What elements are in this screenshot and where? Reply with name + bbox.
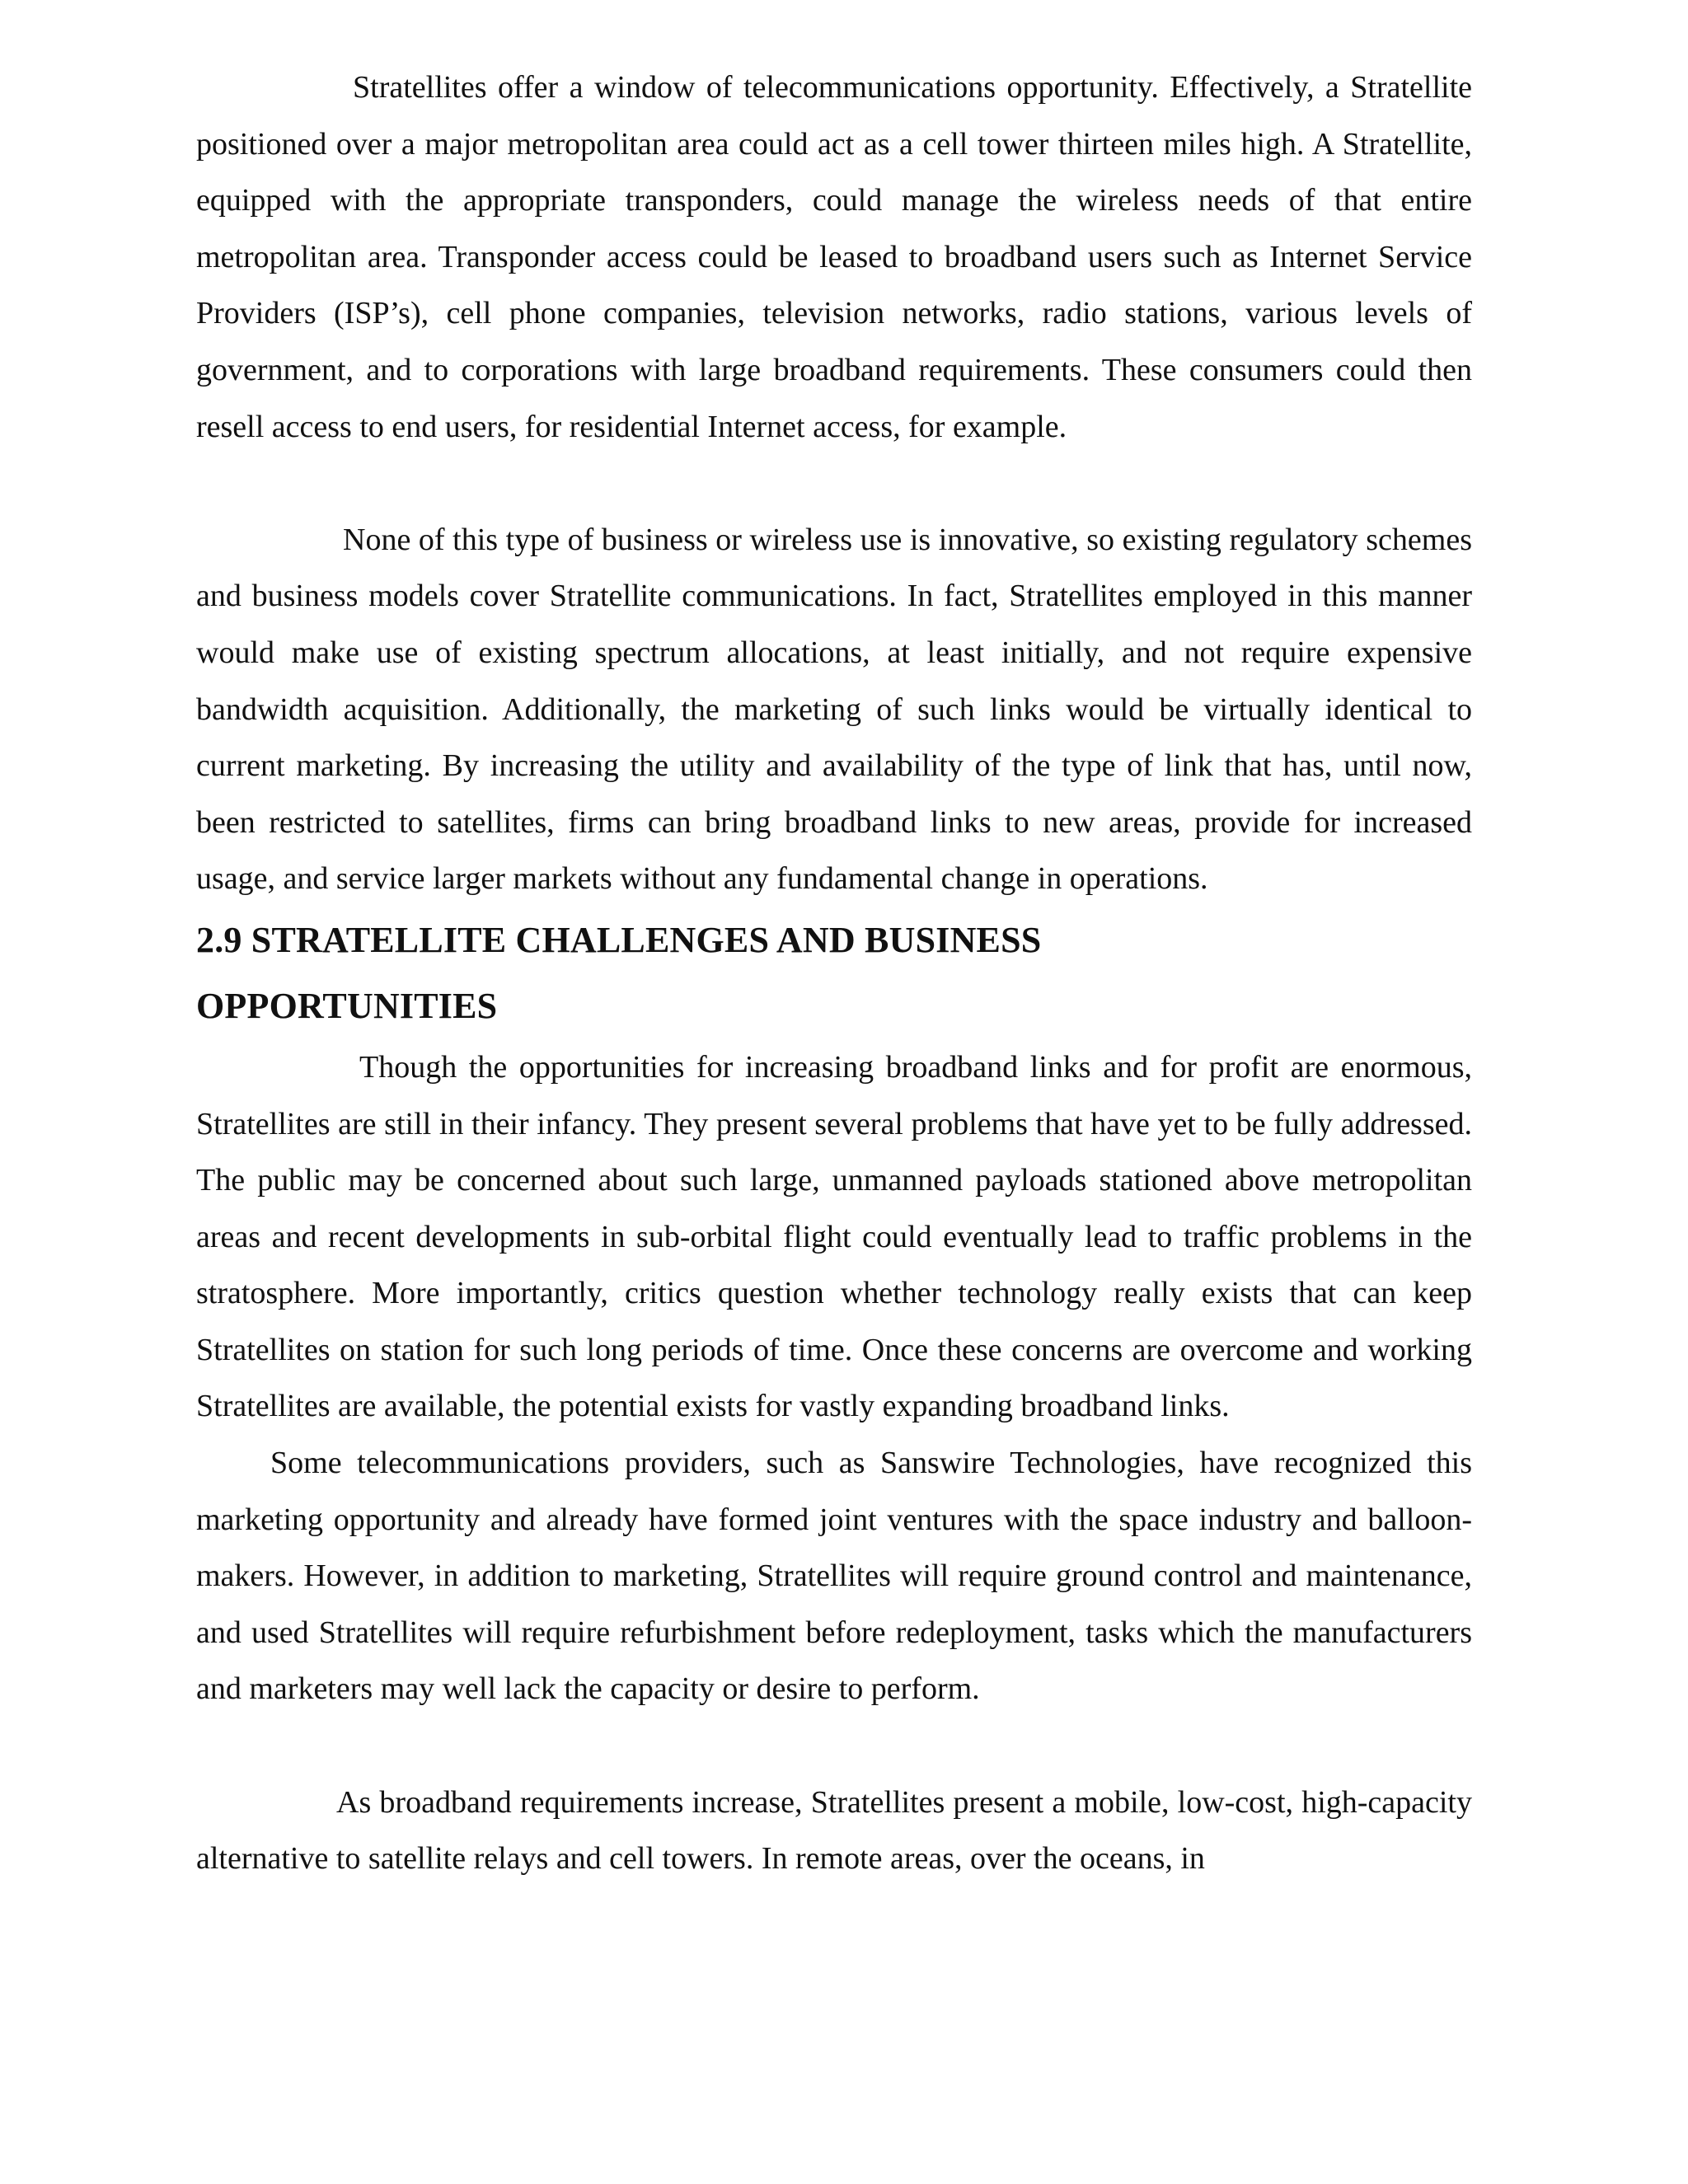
section-heading-line-1: 2.9 STRATELLITE CHALLENGES AND BUSINESS: [196, 919, 1042, 960]
paragraph-providers: Some telecommunications providers, such as Sanswire Technologies, have recognized this marketing opportunity and already have formed joint ventures with the space industry and balloon-makers. However, in addition to marketing, Stratellites will require ground control and maintenance, and used Stratellites will require refurbishment before redeployment, tasks which the manufacturers and marketers may well lack the capacity or desire to perform.: [196, 1446, 1472, 1707]
paragraph-telecom-opportunity: Stratellites offer a window of telecommunications opportunity. Effectively, a Stratellite positioned over a major metropolitan area could act as a cell tower thirteen miles high. A Stratellite, equipped with the appropriate transponders, could manage the wireless needs of that entire metropolitan area. Transponder access could be leased to broadband users such as Internet Service Providers (ISP’s), cell phone companies, television networks, radio stations, various levels of government, and to corporations with large broadband requirements. These consumers could then resell access to end users, for residential Internet access, for example.: [196, 70, 1472, 444]
paragraph-challenges: Though the opportunities for increasing broadband links and for profit are enormous, Stratellites are still in their infancy. They present several problems that have yet to be fully addressed. The public may be concerned about such large, unmanned payloads stationed above metropolitan areas and recent developments in sub-orbital flight could eventually lead to traffic problems in the stratosphere. More importantly, critics question whether technology really exists that can keep Stratellites on station for such long periods of time. Once these concerns are overcome and working Stratellites are available, the potential exists for vastly expanding broadband links.: [196, 1049, 1472, 1424]
document-page: [196, 59, 1472, 1887]
section-heading: [196, 907, 1472, 1039]
paragraph-regulatory-schemes: None of this type of business or wireless use is innovative, so existing regulatory schemes and business models cover Stratellite communications. In fact, Stratellites employed in this manner would make use of existing spectrum allocations, at least initially, and not require expensive bandwidth acquisition. Additionally, the marketing of such links would be virtually identical to current marketing. By increasing the utility and availability of the type of link that has, until now, been restricted to satellites, firms can bring broadband links to new areas, provide for increased usage, and service larger markets without any fundamental change in operations.: [196, 522, 1472, 897]
paragraph-broadband-requirements: As broadband requirements increase, Stratellites present a mobile, low-cost, high-capacity alternative to satellite relays and cell towers. In remote areas, over the oceans, in: [196, 1784, 1472, 1877]
section-heading-line-2: OPPORTUNITIES: [196, 985, 498, 1026]
